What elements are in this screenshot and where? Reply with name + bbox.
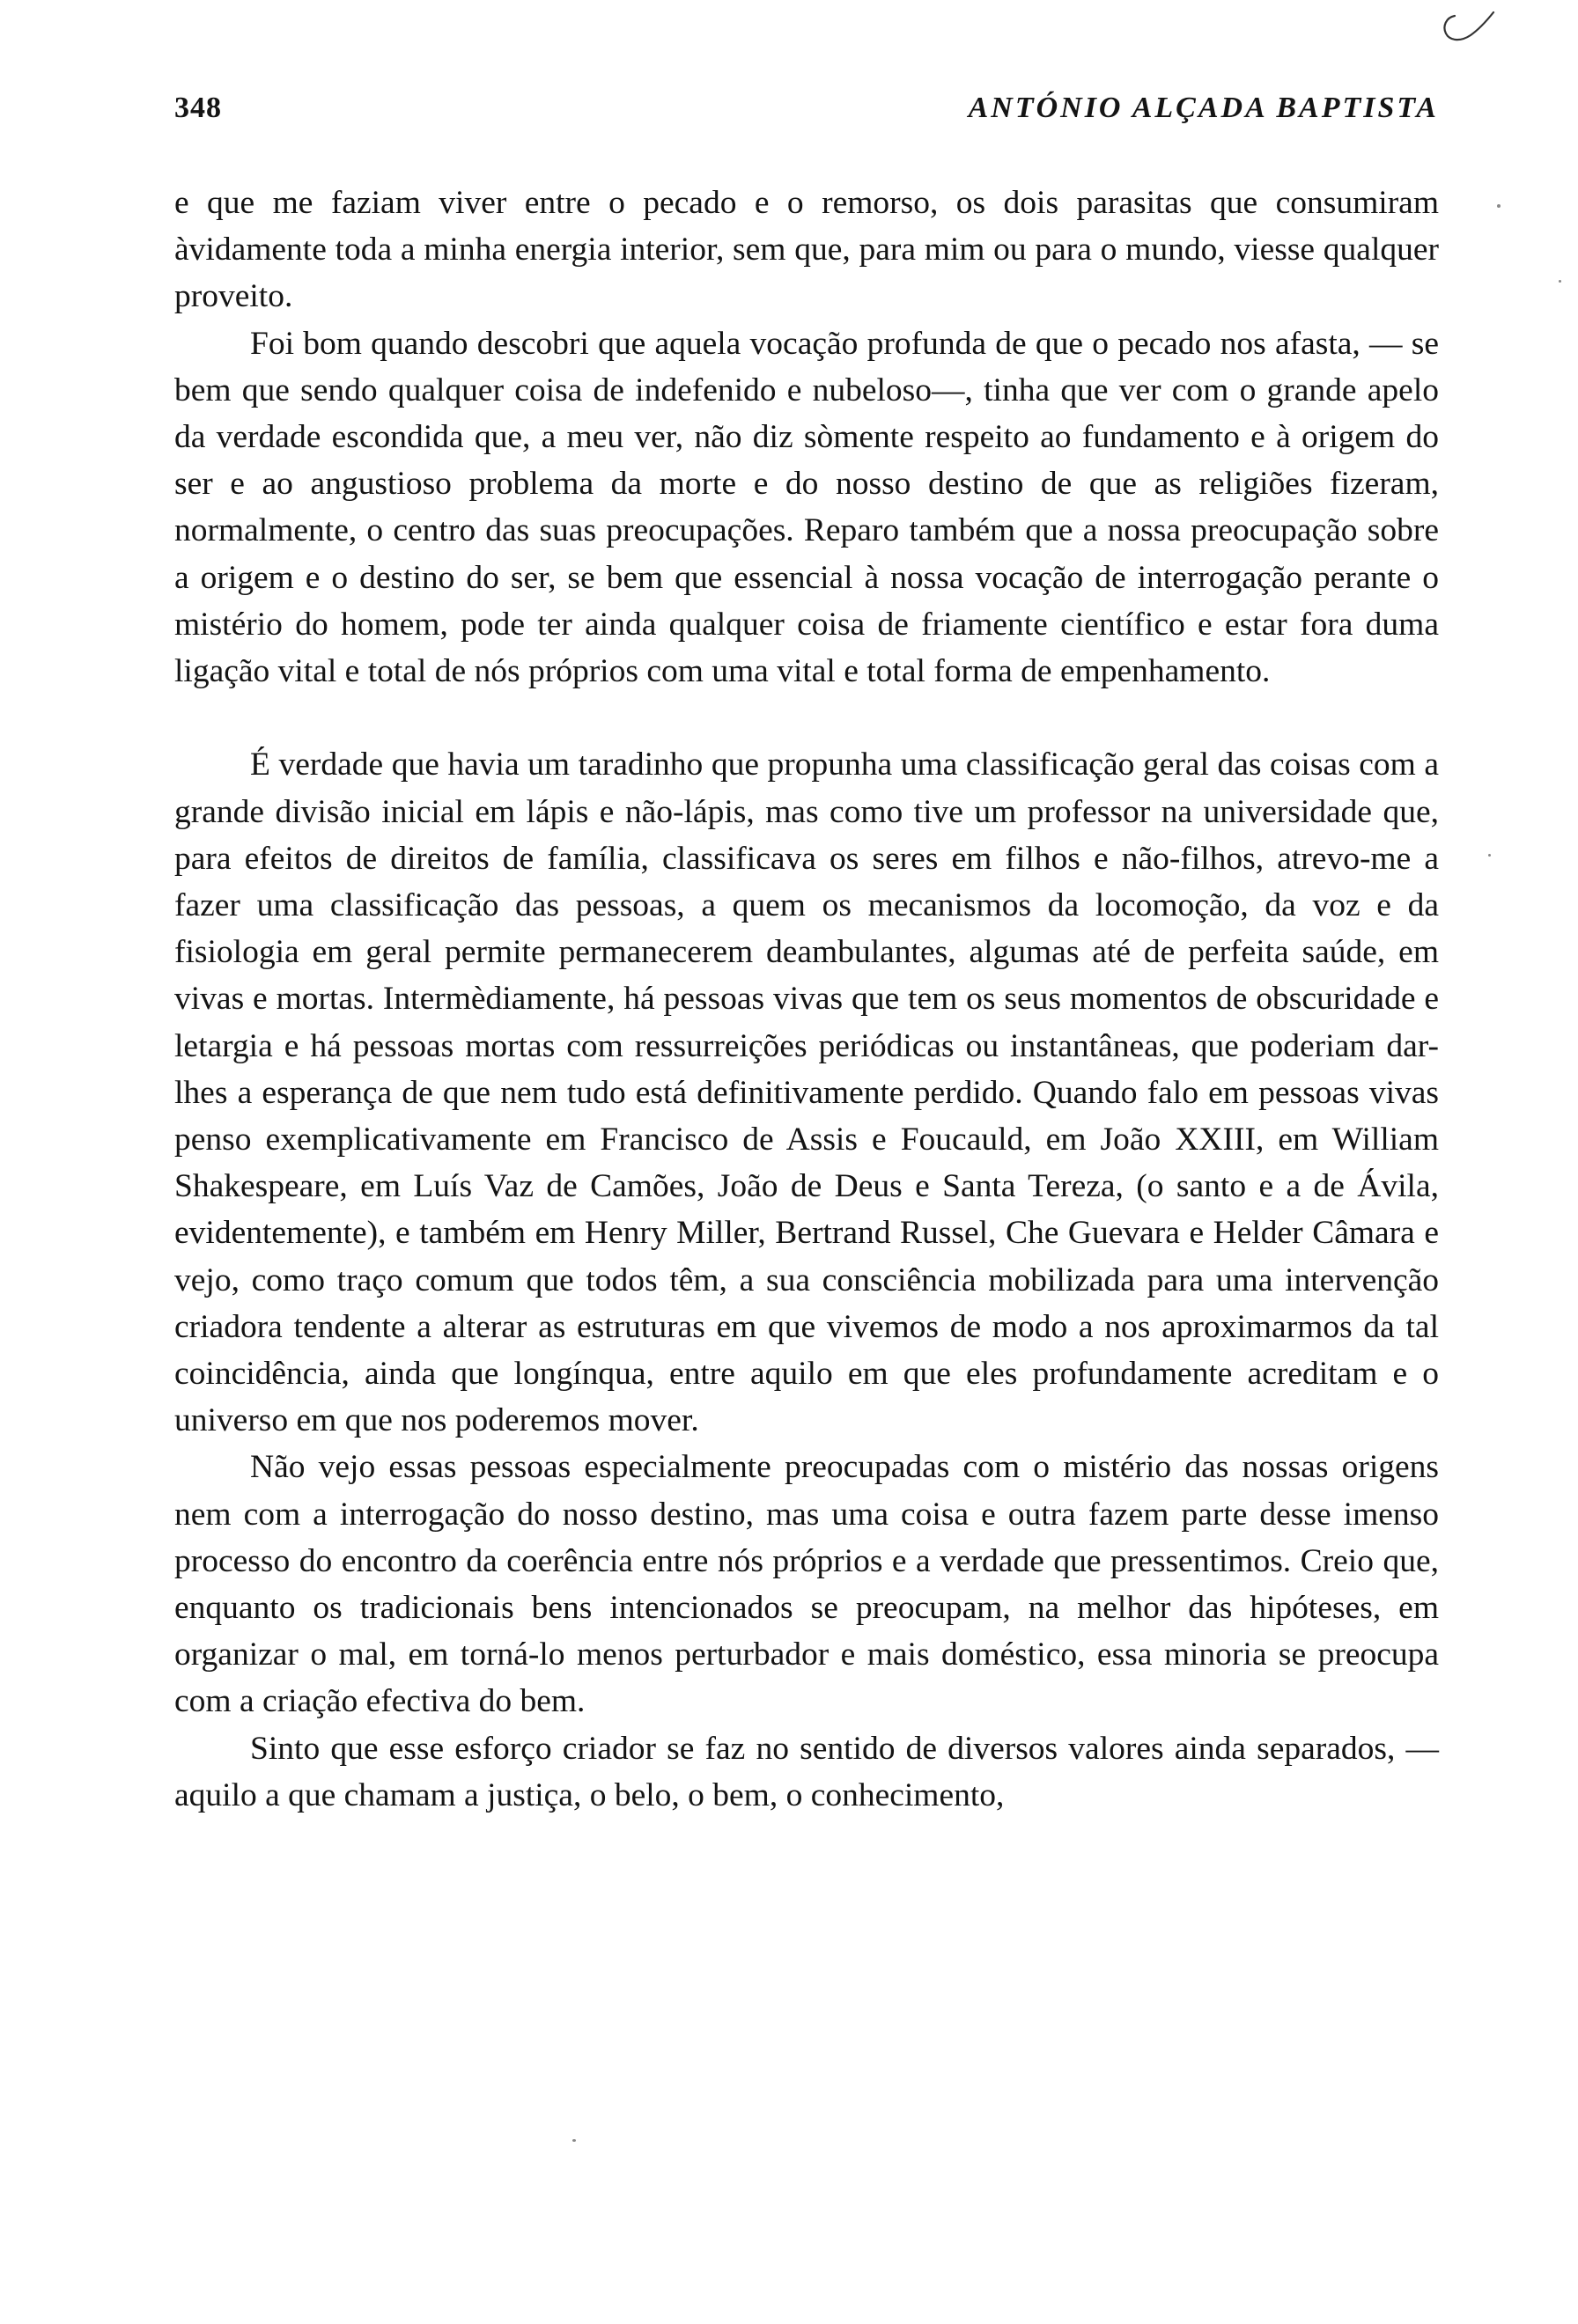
paragraph: Foi bom quando descobri que aquela vocação profunda de que o pecado nos afasta, — se bem que sendo qualquer coisa de indefenido e nubeloso—, tinha que ver com o grande apelo da verdade escondida que, a meu ver, não diz sòmente respeito ao fundamento e à origem do ser e ao angustioso problema da morte e do nosso destino de que as religiões fizeram, normalmente, o centro das suas preocupações. Reparo também que a nossa preocupação sobre a origem e o destino do ser, se bem que essencial à nossa vocação de interrogação perante o mistério do homem, pode ter ainda qualquer coisa de friamente científico e estar fora duma ligação vital e total de nós próprios com uma vital e total forma de empenhamento. (174, 325, 1439, 690)
paragraph: Sinto que esse esforço criador se faz no sentido de diversos valores ainda separados, — aquilo a que chamam a justiça, o belo, o bem, o conhecimento, (174, 1730, 1439, 1813)
pen-checkmark-icon (1428, 5, 1499, 58)
scan-speck (1559, 280, 1561, 283)
paragraph: e que me faziam viver entre o pecado e o remorso, os dois parasitas que consumiram àvidamente toda a minha energia interior, sem que, para mim ou para o mundo, viesse qualquer proveito. (174, 185, 1439, 315)
scan-speck (572, 2139, 576, 2142)
page-number: 348 (174, 92, 222, 124)
scan-speck (1488, 854, 1491, 857)
paragraph: Não vejo essas pessoas especialmente preocupadas com o mistério das nossas origens nem com a interrogação do nosso destino, mas uma coisa e outra fazem parte desse imenso processo do encontro da coerência entre nós próprios e a verdade que pressentimos. Creio que, enquanto os tradicionais bens intencionados se preocupam, na melhor das hipóteses, em organizar o mal, em torná-lo menos perturbador e mais doméstico, essa minoria se preocupa com a criação efectiva do bem. (174, 1449, 1439, 1720)
scan-speck (1497, 204, 1501, 208)
running-head: ANTÓNIO ALÇADA BAPTISTA (968, 92, 1439, 124)
body-text (174, 180, 1439, 1819)
paragraph: É verdade que havia um taradinho que propunha uma classificação geral das coisas com a grande divisão inicial em lápis e não-lápis, mas como tive um professor na universidade que, para efeitos de direitos de família, classificava os seres em filhos e não-filhos, atrevo-me a fazer uma classificação das pessoas, a quem os mecanismos da locomoção, da voz e da fisiologia em geral permite permanecerem deambulantes, algumas até de perfeita saúde, em vivas e mortas. Intermèdiamente, há pessoas vivas que tem os seus momentos de obscuridade e letargia e há pessoas mortas com ressurreições periódicas ou instantâneas, que poderiam dar-lhes a esperança de que nem tudo está definitivamente perdido. Quando falo em pessoas vivas penso exemplicativamente em Francisco de Assis e Foucauld, em João XXIII, em William Shakespeare, em Luís Vaz de Camões, João de Deus e Santa Tereza, (o santo e a de Ávila, evidentemente), e também em Henry Miller, Bertrand Russel, Che Guevara e Helder Câmara e vejo, como traço comum que todos têm, a sua consciência mobilizada para uma intervenção criadora tendente a alterar as estruturas em que vivemos de modo a nos aproximarmos da tal coincidência, ainda que longínqua, entre aquilo em que eles profundamente acreditam e o universo em que nos poderemos mover. (174, 746, 1439, 1439)
page-header (174, 92, 1439, 141)
